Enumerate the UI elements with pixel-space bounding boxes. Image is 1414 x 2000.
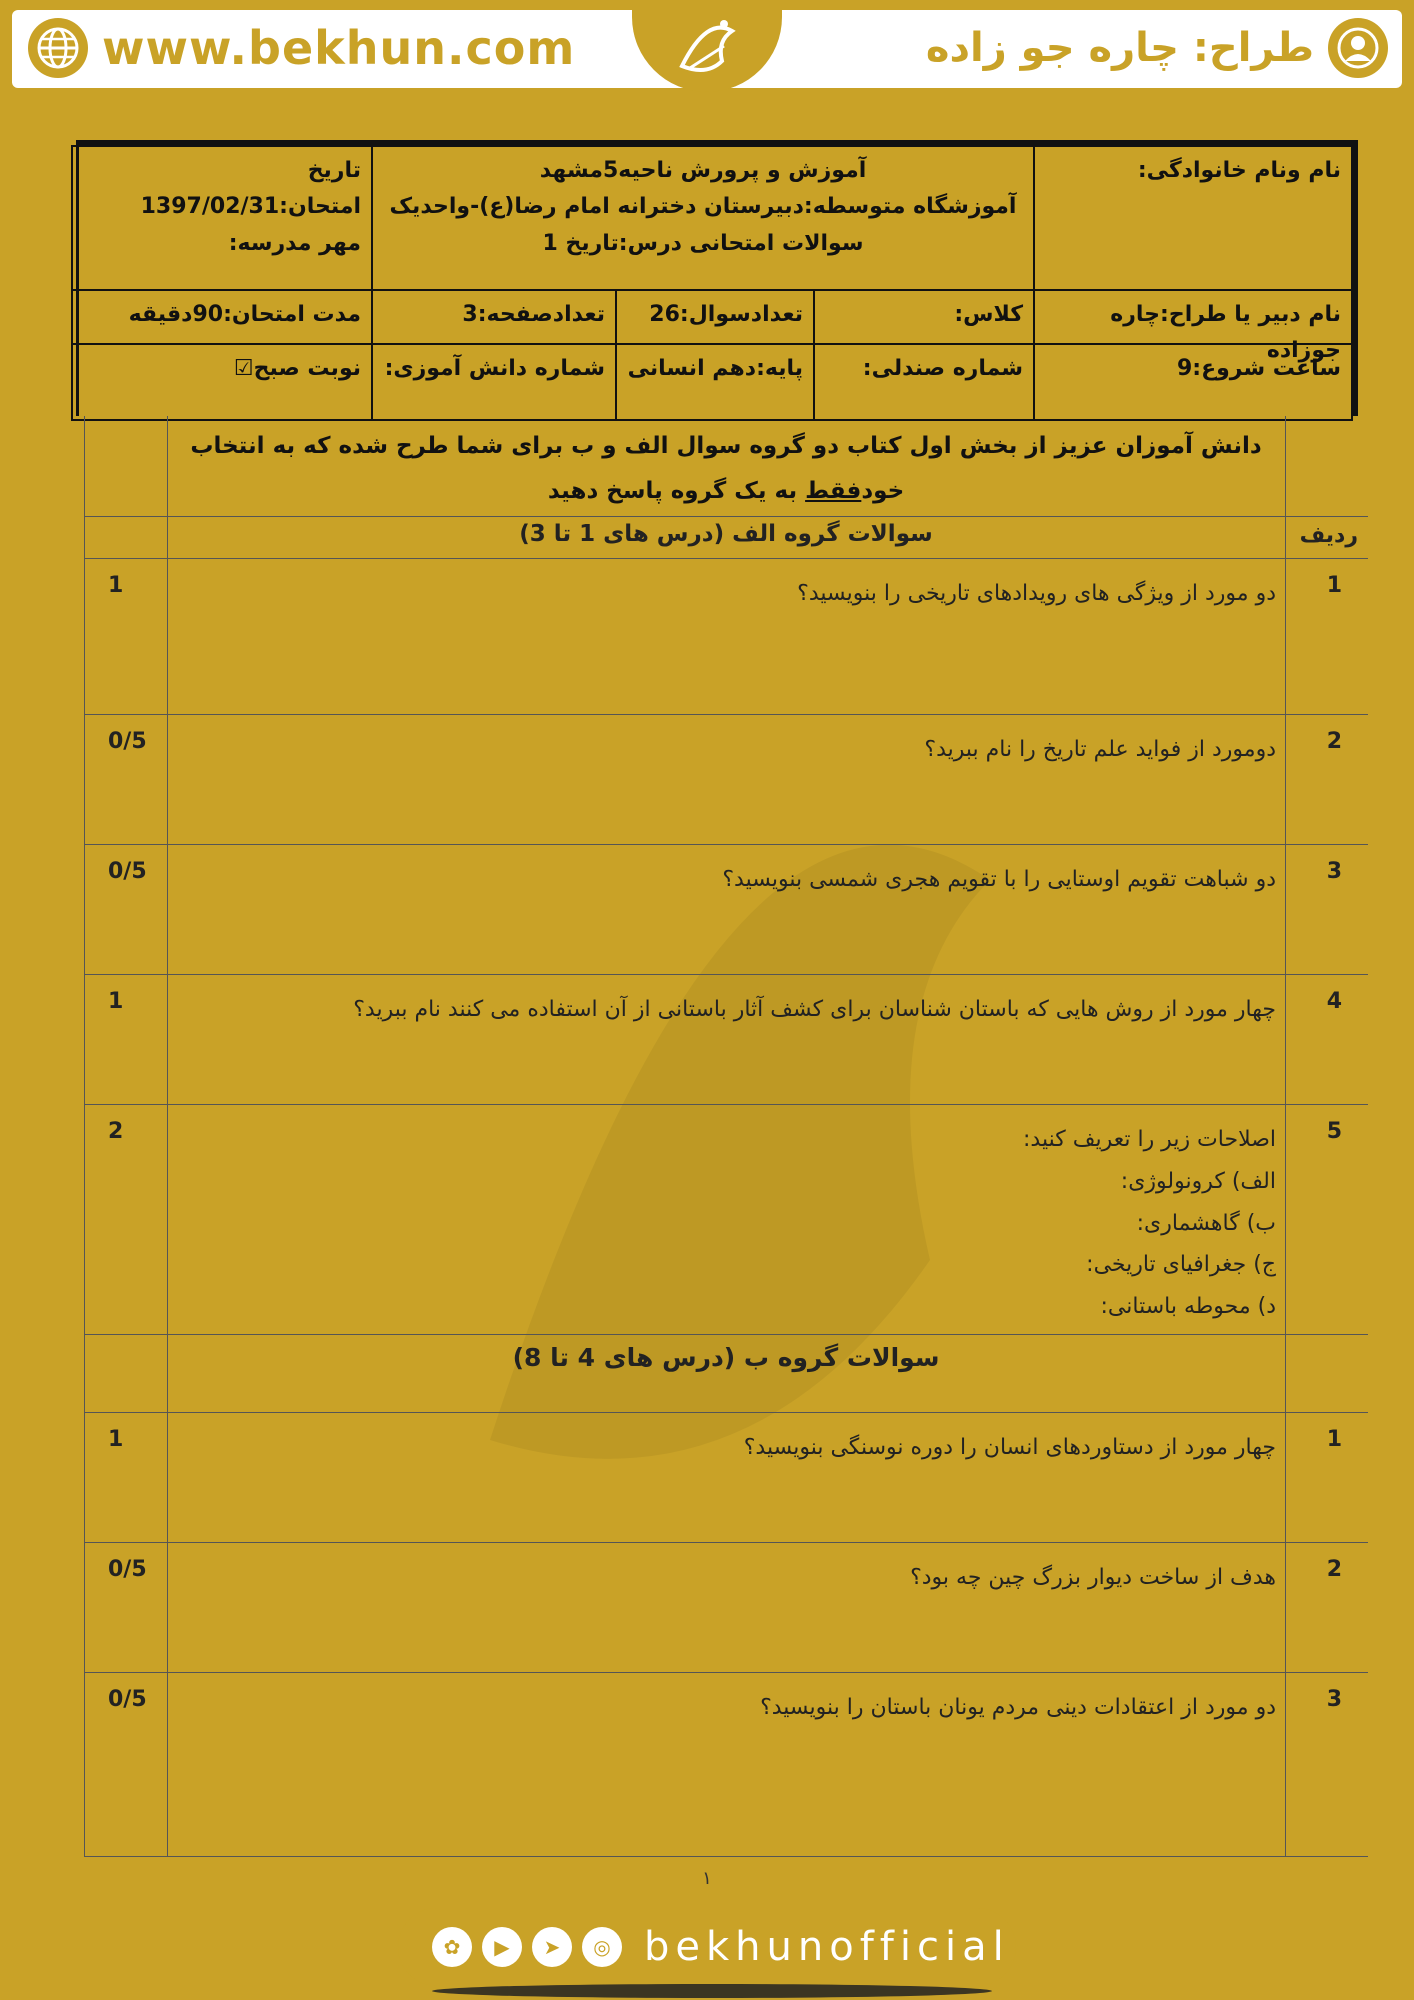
question-table [84, 416, 1368, 1858]
instructions: دانش آموزان عزیز از بخش اول کتاب دو گروه سوال الف و ب برای شما طرح شده که به انتخاب خودفقط به یک گروه پاسخ دهید [190, 433, 1262, 504]
seat-cell: شماره صندلی: [813, 343, 1035, 421]
group-a-title: سوالات گروه الف (درس های 1 تا 3) [519, 521, 933, 547]
designer-name: طراح: چاره جو زاده [925, 25, 1314, 71]
duration-cell: مدت امتحان:90دقیقه [71, 289, 373, 345]
teacher-cell: نام دبیر یا طراح:چاره جوزاده [1033, 289, 1353, 345]
table-row: 1 چهار مورد از دستاوردهای انسان را دوره نوسنگی بنویسید؟ 1 [84, 1412, 1368, 1542]
exam-header [76, 140, 1358, 416]
designer-credit [926, 18, 1388, 78]
question-count-cell: تعدادسوال:26 [615, 289, 815, 345]
table-row: 1 دو مورد از ویژگی های رویدادهای تاریخی را بنویسید؟ 1 [84, 558, 1368, 714]
page-number: ١ [702, 1868, 712, 1889]
exam-date-cell: تاریخ امتحان:1397/02/31 مهر مدرسه: [71, 145, 373, 291]
social-handle[interactable]: bekhunofficial [644, 1924, 1010, 1970]
telegram-icon[interactable]: ➤ [532, 1927, 572, 1967]
group-b-title: سوالات گروه ب (درس های 4 تا 8) [512, 1343, 940, 1372]
shift-cell: نوبت صبح☑ [71, 343, 373, 421]
table-row: 3 دو شباهت تقویم اوستایی را با تقویم هجری شمسی بنویسید؟ 0/5 [84, 844, 1368, 974]
social-bar[interactable] [398, 1908, 1016, 1986]
row-label: ردیف [1299, 523, 1358, 548]
page-count-cell: تعدادصفحه:3 [371, 289, 617, 345]
checkbox-icon: ☑ [233, 356, 254, 381]
class-cell: کلاس: [813, 289, 1035, 345]
table-row: 5 اصلاحات زیر را تعریف کنید: الف) کرونولوژی: ب) گاهشماری: ج) جغرافیای تاریخی: د) محوطه باستانی: 2 [84, 1104, 1368, 1334]
table-row: 4 چهار مورد از روش هایی که باستان شناسان برای کشف آثار باستانی از آن استفاده می کنند نام ببرید؟ 1 [84, 974, 1368, 1104]
group-b-header-row [84, 1334, 1368, 1412]
table-row: 3 دو مورد از اعتقادات دینی مردم یونان باستان را بنویسید؟ 0/5 [84, 1672, 1368, 1856]
start-time-cell: ساعت شروع:9 [1033, 343, 1353, 421]
instagram-icon[interactable]: ◎ [582, 1927, 622, 1967]
youtube-icon[interactable]: ▶ [482, 1927, 522, 1967]
intro-row [84, 416, 1368, 516]
site-link[interactable] [28, 18, 575, 78]
grade-cell: پایه:دهم انسانی [615, 343, 815, 421]
user-icon [1328, 18, 1388, 78]
site-url[interactable]: www.bekhun.com [102, 21, 576, 75]
aparat-icon[interactable]: ✿ [432, 1927, 472, 1967]
student-id-cell: شماره دانش آموزی: [371, 343, 617, 421]
table-row: 2 هدف از ساخت دیوار بزرگ چین چه بود؟ 0/5 [84, 1542, 1368, 1672]
table-row: 2 دومورد از فواید علم تاریخ را نام ببرید؟ 0/5 [84, 714, 1368, 844]
student-name-field: نام ونام خانوادگی: [1033, 145, 1353, 291]
group-a-header-row [84, 516, 1368, 558]
globe-icon [28, 18, 88, 78]
school-info: آموزش و پرورش ناحیه5مشهد آموزشگاه متوسطه:دبیرستان دخترانه امام رضا(ع)-واحدیک سوالات امتحانی درس:تاریخ 1 [371, 145, 1035, 291]
pill-shadow [432, 1984, 992, 1998]
table-bottom-border [84, 1856, 1368, 1858]
